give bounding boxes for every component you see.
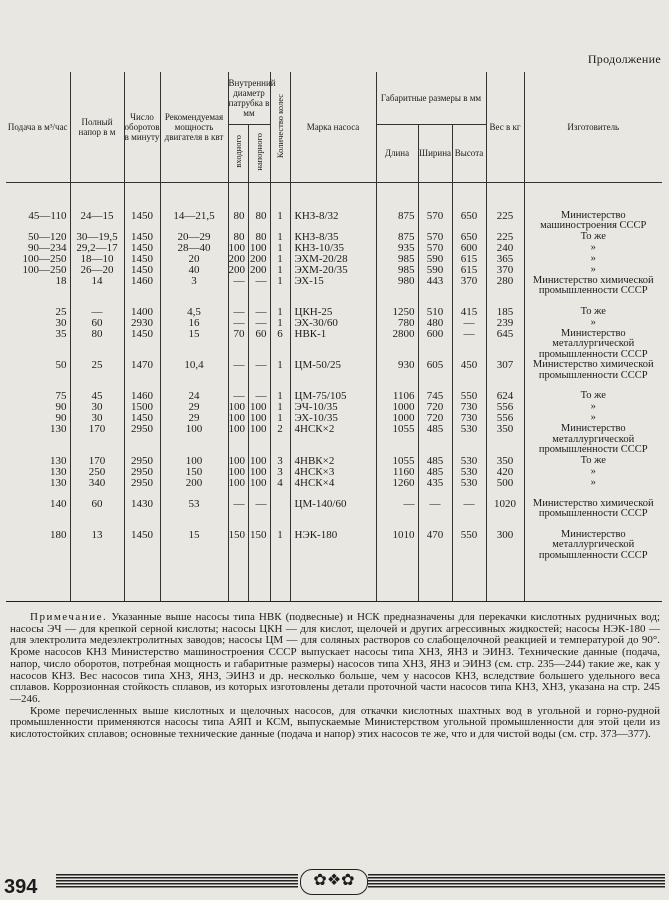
cell-m: 624: [486, 391, 524, 402]
cell-W: 470: [418, 530, 452, 562]
cell-maker: Министерство химической промышленности СССР: [532, 498, 654, 519]
cell-H: 730: [452, 402, 486, 413]
table-row: [6, 232, 662, 243]
cell-m: 370: [486, 265, 524, 276]
cell-k: 1: [270, 265, 290, 276]
cell-h: 80: [70, 329, 124, 361]
cell-brand: КНЗ-10/35: [290, 243, 376, 254]
cell-p: 4,5: [160, 307, 228, 318]
cell-dout: 150: [248, 530, 270, 562]
cell-p: 20: [160, 254, 228, 265]
cell-p: 24: [160, 391, 228, 402]
cell-L: 1055: [376, 456, 418, 467]
cell-maker: Министерство металлургической промышленности СССР: [538, 328, 648, 360]
pump-table: [6, 72, 662, 602]
cell-m: 556: [486, 402, 524, 413]
cell-q: 90: [6, 402, 70, 413]
cell-dout: 200: [248, 265, 270, 276]
cell-din: 70: [228, 329, 248, 361]
cell-L: 1000: [376, 402, 418, 413]
table-row: [6, 265, 662, 276]
cell-dout: —: [248, 276, 270, 297]
cell-W: 570: [418, 243, 452, 254]
cell-W: 435: [418, 478, 452, 489]
cell-W: 480: [418, 318, 452, 329]
cell-H: 530: [452, 467, 486, 478]
cell-m: 420: [486, 467, 524, 478]
cell-L: 1260: [376, 478, 418, 489]
cell-m: 350: [486, 424, 524, 456]
cell-L: 780: [376, 318, 418, 329]
cell-maker: »: [590, 466, 596, 477]
cell-brand: ЦМ-140/60: [290, 499, 376, 520]
cell-brand: ЭХМ-20/28: [290, 254, 376, 265]
cell-din: 100: [228, 424, 248, 456]
table-row: [6, 329, 662, 361]
page-footer: [0, 862, 669, 896]
cell-maker: То же: [580, 306, 606, 317]
cell-k: 1: [270, 232, 290, 243]
cell-h: 170: [70, 456, 124, 467]
cell-k: 1: [270, 318, 290, 329]
cell-L: 1250: [376, 307, 418, 318]
cell-h: 30: [70, 413, 124, 424]
cell-dout: 200: [248, 254, 270, 265]
cell-brand: 4НСК×4: [290, 478, 376, 489]
cell-brand: НЭК-180: [290, 530, 376, 562]
cell-W: 600: [418, 329, 452, 361]
table-row: [6, 391, 662, 402]
cell-n: 1500: [124, 402, 160, 413]
cell-brand: ЭХМ-20/35: [290, 265, 376, 276]
footer-rule-left: [56, 874, 298, 888]
cell-maker: То же: [580, 455, 606, 466]
cell-k: 6: [270, 329, 290, 361]
cell-W: 590: [418, 254, 452, 265]
cell-q: 75: [6, 391, 70, 402]
cell-L: 1010: [376, 530, 418, 562]
cell-n: 1450: [124, 243, 160, 254]
table-row: [6, 307, 662, 318]
cell-dout: —: [248, 318, 270, 329]
cell-k: 1: [270, 276, 290, 297]
footer-rule-right: [368, 874, 665, 888]
cell-brand: 4НВК×2: [290, 456, 376, 467]
cell-q: 35: [6, 329, 70, 361]
cell-dout: 60: [248, 329, 270, 361]
cell-din: —: [228, 276, 248, 297]
cell-maker: »: [590, 242, 596, 253]
cell-m: 350: [486, 456, 524, 467]
cell-n: 1430: [124, 499, 160, 520]
cell-H: 615: [452, 265, 486, 276]
cell-H: —: [452, 499, 486, 520]
cell-p: 100: [160, 456, 228, 467]
cell-dout: 100: [248, 467, 270, 478]
cell-q: 90: [6, 413, 70, 424]
cell-n: 1400: [124, 307, 160, 318]
cell-L: 935: [376, 243, 418, 254]
cell-H: 730: [452, 413, 486, 424]
cell-dout: 80: [248, 211, 270, 232]
cell-W: 443: [418, 276, 452, 297]
cell-H: 615: [452, 254, 486, 265]
cell-p: 20—29: [160, 232, 228, 243]
cell-din: 100: [228, 467, 248, 478]
cell-n: 1450: [124, 254, 160, 265]
cell-k: 2: [270, 424, 290, 456]
header-inlet: входного: [233, 135, 243, 169]
cell-brand: КНЗ-8/35: [290, 232, 376, 243]
cell-L: 1106: [376, 391, 418, 402]
cell-q: 130: [6, 456, 70, 467]
cell-din: 100: [228, 456, 248, 467]
cell-L: 1160: [376, 467, 418, 478]
table-header: [6, 72, 662, 182]
cell-maker: »: [590, 477, 596, 488]
cell-h: 60: [70, 318, 124, 329]
cell-k: 3: [270, 467, 290, 478]
table-row: [6, 467, 662, 478]
table-row: [6, 478, 662, 489]
header-dimensions: Габаритные размеры в мм: [376, 72, 486, 124]
cell-W: 590: [418, 265, 452, 276]
cell-H: 530: [452, 478, 486, 489]
cell-din: 100: [228, 243, 248, 254]
cell-maker: »: [590, 402, 596, 412]
cell-brand: ЭХ-30/60: [290, 318, 376, 329]
cell-k: 1: [270, 360, 290, 381]
cell-maker: »: [590, 413, 596, 423]
cell-n: 2950: [124, 478, 160, 489]
cell-p: 40: [160, 265, 228, 276]
table-row: [6, 424, 662, 456]
cell-dout: 80: [248, 232, 270, 243]
cell-n: 2950: [124, 456, 160, 467]
cell-dout: 100: [248, 424, 270, 456]
table-row: [6, 318, 662, 329]
cell-p: 15: [160, 329, 228, 361]
cell-din: 150: [228, 530, 248, 562]
cell-q: 130: [6, 478, 70, 489]
footer-ornament-icon: ✿❖✿: [300, 869, 368, 895]
header-rpm: Число оборотов в минуту: [124, 72, 160, 182]
cell-h: 60: [70, 499, 124, 520]
cell-p: 3: [160, 276, 228, 297]
cell-p: 53: [160, 499, 228, 520]
cell-din: 200: [228, 254, 248, 265]
cell-W: 485: [418, 456, 452, 467]
cell-q: 140: [6, 499, 70, 520]
cell-p: 200: [160, 478, 228, 489]
cell-q: 100—250: [6, 254, 70, 265]
cell-din: 100: [228, 413, 248, 424]
cell-n: 1450: [124, 211, 160, 232]
page-number: 394: [4, 876, 38, 898]
cell-m: 280: [486, 276, 524, 297]
cell-q: 130: [6, 467, 70, 478]
header-length: Длина: [376, 124, 418, 182]
cell-n: 1460: [124, 276, 160, 297]
cell-m: 300: [486, 530, 524, 562]
cell-m: 240: [486, 243, 524, 254]
cell-dout: 100: [248, 402, 270, 413]
cell-n: 2930: [124, 318, 160, 329]
table-row: [6, 499, 662, 520]
cell-L: 1000: [376, 413, 418, 424]
cell-H: 415: [452, 307, 486, 318]
header-brand: Марка насоса: [290, 72, 376, 182]
cell-dout: 100: [248, 456, 270, 467]
table-row: [6, 360, 662, 381]
cell-H: 530: [452, 456, 486, 467]
cell-din: —: [228, 391, 248, 402]
cell-din: —: [228, 499, 248, 520]
note-text: Указанные выше насосы типа НВК (подвесные) и НСК предназначены для перекачки кислотных рудничных вод; насосы ЭЧ — для крепкой серной кислоты; насосы ЦКН — для кислот, щелочей и других агрессивных жидкостей; насосы НЭК-180 — для электролита медеэлектролитных заводов; насосы ЦМ — для соляных растворов со слабощелочной реакцией и температурой до 90°. Кроме насосов КНЗ Министерство машиностроения СССР выпускает насосы типа ХНЗ, ЯНЗ и ЭИНЗ. Технические данные (подача, напор, число оборотов, потребная мощность и габаритные размеры) насосов типа ХНЗ, ЯНЗ и ЭИНЗ (см. стр. 235—244) такие же, как у насосов КНЗ. Вес насосов типа ХНЗ, ЯНЗ, ЭИНЗ и др. несколько больше, чем у насосов КНЗ, вследствие большего удельного веса сплавов. Коррозионная стойкость сплавов, из которых изготовлены детали проточной части насосов типа КНЗ, ХНЗ, указана на стр. 245—246.: [10, 611, 661, 705]
cell-p: 14—21,5: [160, 211, 228, 232]
cell-H: 600: [452, 243, 486, 254]
cell-q: 100—250: [6, 265, 70, 276]
header-maker: Изготовитель: [524, 72, 662, 182]
cell-brand: 4НСК×3: [290, 467, 376, 478]
cell-dout: 100: [248, 413, 270, 424]
header-outlet: напорного: [254, 132, 264, 171]
cell-h: 250: [70, 467, 124, 478]
cell-din: 80: [228, 211, 248, 232]
cell-q: 45—110: [6, 211, 70, 232]
note-paragraph-2: Кроме перечисленных выше кислотных и щелочных насосов, для откачки кислотных шахтных вод в угольной и горно-рудной промышленности применяются насосы типа АЯП и КСМ, выпускаемые Министерством угольной промышленности для этой цели из кислотостойких сплавов; основные технические данные (подача и напор) этих насосов те же, что и для чистой воды (см. стр. 373—377).: [10, 704, 660, 741]
cell-k: 1: [270, 391, 290, 402]
cell-m: 556: [486, 413, 524, 424]
cell-brand: 4НСК×2: [290, 424, 376, 456]
cell-k: 4: [270, 478, 290, 489]
cell-n: 1460: [124, 391, 160, 402]
table-row: [6, 254, 662, 265]
cell-din: 80: [228, 232, 248, 243]
cell-k: 1: [270, 530, 290, 562]
cell-din: 200: [228, 265, 248, 276]
header-diameter: Внутренний диаметр патрубка в мм: [228, 72, 270, 124]
cell-h: 24—15: [70, 211, 124, 232]
header-height: Высота: [452, 124, 486, 182]
cell-L: 1055: [376, 424, 418, 456]
cell-L: 2800: [376, 329, 418, 361]
cell-W: 485: [418, 467, 452, 478]
cell-k: 1: [270, 402, 290, 413]
cell-maker: Министерство металлургической промышленности СССР: [538, 529, 648, 561]
cell-n: 1450: [124, 413, 160, 424]
cell-p: 28—40: [160, 243, 228, 254]
cell-k: 1: [270, 243, 290, 254]
cell-m: 365: [486, 254, 524, 265]
cell-dout: 100: [248, 478, 270, 489]
cell-p: 29: [160, 413, 228, 424]
cell-p: 10,4: [160, 360, 228, 381]
cell-k: [270, 499, 290, 520]
cell-brand: ЭХ-10/35: [290, 413, 376, 424]
cell-h: 18—10: [70, 254, 124, 265]
cell-din: —: [228, 307, 248, 318]
cell-h: 25: [70, 360, 124, 381]
cell-h: —: [70, 307, 124, 318]
cell-p: 15: [160, 530, 228, 562]
cell-L: 875: [376, 211, 418, 232]
cell-n: 1450: [124, 530, 160, 562]
cell-maker: То же: [580, 231, 606, 242]
cell-h: 14: [70, 276, 124, 297]
cell-k: 1: [270, 307, 290, 318]
cell-q: 180: [6, 530, 70, 562]
cell-maker: »: [590, 317, 596, 328]
cell-H: 650: [452, 211, 486, 232]
cell-dout: —: [248, 499, 270, 520]
cell-h: 170: [70, 424, 124, 456]
cell-W: 570: [418, 232, 452, 243]
header-width: Ширина: [418, 124, 452, 182]
table-row: [6, 413, 662, 424]
cell-W: —: [418, 499, 452, 520]
cell-maker: Министерство металлургической промышленности СССР: [538, 424, 648, 455]
cell-L: 875: [376, 232, 418, 243]
cell-maker: »: [590, 253, 596, 264]
cell-n: 1450: [124, 232, 160, 243]
cell-q: 90—234: [6, 243, 70, 254]
header-wheel-count: Количество колес: [275, 93, 285, 158]
cell-h: 340: [70, 478, 124, 489]
cell-m: 307: [486, 360, 524, 381]
cell-L: 985: [376, 254, 418, 265]
cell-h: 13: [70, 530, 124, 562]
cell-H: —: [452, 329, 486, 361]
cell-H: 550: [452, 391, 486, 402]
cell-W: 745: [418, 391, 452, 402]
cell-dout: —: [248, 307, 270, 318]
cell-m: 185: [486, 307, 524, 318]
cell-W: 485: [418, 424, 452, 456]
cell-q: 50: [6, 360, 70, 381]
cell-dout: —: [248, 360, 270, 381]
cell-n: 1470: [124, 360, 160, 381]
cell-n: 1450: [124, 265, 160, 276]
cell-H: 530: [452, 424, 486, 456]
cell-p: 100: [160, 424, 228, 456]
cell-brand: ЦКН-25: [290, 307, 376, 318]
cell-h: 29,2—17: [70, 243, 124, 254]
cell-m: 239: [486, 318, 524, 329]
cell-H: —: [452, 318, 486, 329]
cell-h: 30—19,5: [70, 232, 124, 243]
cell-q: 130: [6, 424, 70, 456]
cell-W: 605: [418, 360, 452, 381]
cell-W: 570: [418, 211, 452, 232]
cell-h: 45: [70, 391, 124, 402]
cell-k: 1: [270, 211, 290, 232]
table-row: [6, 456, 662, 467]
cell-n: 2950: [124, 467, 160, 478]
table-row: [6, 530, 662, 562]
cell-maker: Министерство машиностроения СССР: [540, 210, 647, 231]
table-row: [6, 402, 662, 413]
cell-H: 450: [452, 360, 486, 381]
cell-q: 25: [6, 307, 70, 318]
cell-p: 29: [160, 402, 228, 413]
header-flow: Подача в м³/час: [6, 72, 70, 182]
cell-maker: »: [590, 264, 596, 275]
header-power: Рекомендуемая мощность двигателя в квт: [160, 72, 228, 182]
cell-brand: ЦМ-75/105: [290, 391, 376, 402]
cell-n: 2950: [124, 424, 160, 456]
cell-h: 30: [70, 402, 124, 413]
cell-dout: —: [248, 391, 270, 402]
cell-din: —: [228, 360, 248, 381]
cell-m: 645: [486, 329, 524, 361]
cell-m: 225: [486, 232, 524, 243]
cell-din: 100: [228, 402, 248, 413]
cell-q: 50—120: [6, 232, 70, 243]
table-body: [6, 182, 662, 602]
cell-W: 720: [418, 402, 452, 413]
table-row: [6, 211, 662, 232]
cell-brand: КНЗ-8/32: [290, 211, 376, 232]
cell-p: 150: [160, 467, 228, 478]
continuation-label: Продолжение: [587, 52, 661, 66]
cell-k: 3: [270, 456, 290, 467]
cell-h: 26—20: [70, 265, 124, 276]
table-row: [6, 276, 662, 297]
cell-n: 1450: [124, 329, 160, 361]
cell-W: 510: [418, 307, 452, 318]
cell-L: —: [376, 499, 418, 520]
cell-m: 1020: [486, 499, 524, 520]
cell-k: 1: [270, 413, 290, 424]
cell-m: 500: [486, 478, 524, 489]
cell-brand: ЦМ-50/25: [290, 360, 376, 381]
cell-din: —: [228, 318, 248, 329]
cell-q: 30: [6, 318, 70, 329]
footnote: [10, 612, 660, 741]
cell-W: 720: [418, 413, 452, 424]
cell-q: 18: [6, 276, 70, 297]
cell-L: 980: [376, 276, 418, 297]
cell-L: 985: [376, 265, 418, 276]
cell-H: 370: [452, 276, 486, 297]
cell-brand: ЭЧ-10/35: [290, 402, 376, 413]
header-head: Полный напор в м: [70, 72, 124, 182]
cell-k: 1: [270, 254, 290, 265]
header-weight: Вес в кг: [486, 72, 524, 182]
cell-maker: Министерство химической промышленности СССР: [532, 275, 654, 296]
cell-maker: То же: [580, 391, 606, 401]
cell-H: 650: [452, 232, 486, 243]
cell-brand: НВК-1: [290, 329, 376, 361]
cell-L: 930: [376, 360, 418, 381]
cell-brand: ЭХ-15: [290, 276, 376, 297]
cell-dout: 100: [248, 243, 270, 254]
table-row: [6, 243, 662, 254]
cell-H: 550: [452, 530, 486, 562]
cell-m: 225: [486, 211, 524, 232]
cell-din: 100: [228, 478, 248, 489]
note-label: Примечание.: [30, 611, 108, 623]
cell-p: 16: [160, 318, 228, 329]
cell-maker: Министерство химической промышленности СССР: [532, 360, 654, 381]
